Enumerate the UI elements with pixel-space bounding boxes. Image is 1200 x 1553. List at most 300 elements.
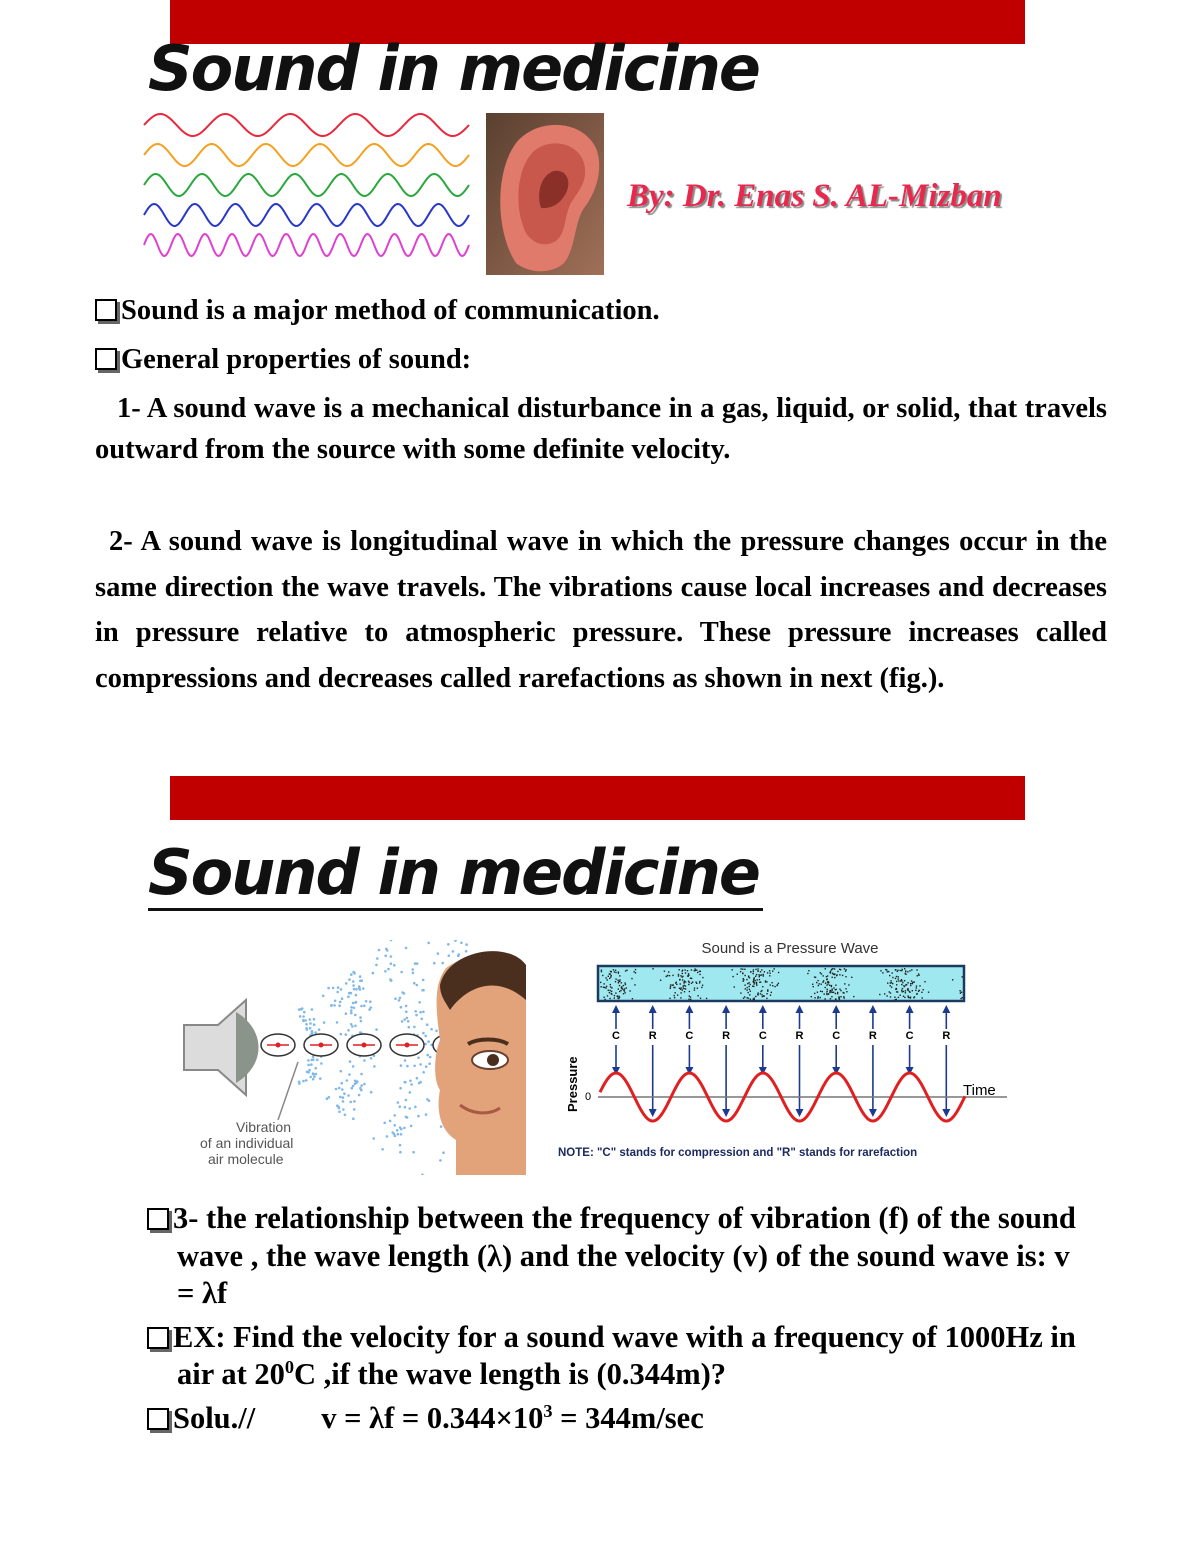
tube-particle [898, 997, 899, 998]
air-dot [355, 988, 358, 991]
tube-particle [611, 975, 612, 976]
slide1-bullets [95, 288, 1107, 382]
tube-particle [680, 992, 681, 993]
air-dot [400, 1128, 403, 1131]
sound-wave-line [144, 114, 469, 136]
down-arrow-head [869, 1109, 877, 1117]
tube-particle [755, 976, 756, 977]
tube-particle [681, 987, 682, 988]
tube-particle [688, 999, 689, 1000]
tube-particle [839, 974, 840, 975]
tube-particle [907, 971, 908, 972]
air-dot [375, 1028, 378, 1031]
tube-particle [701, 987, 702, 988]
tube-particle [750, 971, 751, 972]
tube-particle [819, 983, 820, 984]
tube-particle [761, 974, 762, 975]
tube-particle [677, 994, 678, 995]
air-dot [405, 1116, 408, 1119]
air-dot [417, 1115, 420, 1118]
tube-particle [826, 994, 827, 995]
molecule-center [276, 1043, 281, 1048]
air-dot [352, 1065, 355, 1068]
air-dot [393, 1133, 396, 1136]
tube-particle [608, 976, 609, 977]
up-arrow-head [906, 1005, 914, 1013]
tube-particle [904, 980, 905, 981]
marker-label: R [722, 1030, 731, 1042]
air-dot [358, 985, 361, 988]
air-dot [410, 1083, 413, 1086]
tube-particle [896, 981, 897, 982]
tube-particle [928, 992, 929, 993]
tube-particle [749, 994, 750, 995]
tube-particle [618, 998, 619, 999]
air-dot [330, 1004, 333, 1007]
air-dot [409, 1080, 412, 1083]
tube-particle [892, 983, 893, 984]
tube-particle [898, 980, 899, 981]
air-dot [375, 964, 378, 967]
tube-particle [624, 992, 625, 993]
tube-particle [619, 975, 620, 976]
tube-particle [699, 971, 700, 972]
tube-particle [685, 988, 686, 989]
tube-particle [753, 969, 754, 970]
air-dot [416, 984, 419, 987]
tube-particle [811, 996, 812, 997]
air-dot [465, 950, 468, 953]
tube-particle [896, 984, 897, 985]
tube-particle [844, 968, 845, 969]
air-dot [342, 1096, 345, 1099]
tube-particle [827, 975, 828, 976]
marker-label: R [648, 1030, 657, 1042]
tube-particle [618, 988, 619, 989]
air-dot [399, 1087, 402, 1090]
tube-particle [908, 997, 909, 998]
air-dot [447, 943, 450, 946]
tube-particle [767, 989, 768, 990]
tube-particle [606, 986, 607, 987]
tube-particle [634, 984, 635, 985]
air-dot [426, 1023, 429, 1026]
tube-particle [772, 971, 773, 972]
tube-particle [604, 983, 605, 984]
air-dot [428, 1062, 431, 1065]
air-dot [363, 1083, 366, 1086]
air-dot [333, 1004, 336, 1007]
tube-particle [763, 974, 764, 975]
air-dot [309, 1027, 312, 1030]
tube-particle [742, 981, 743, 982]
tube-particle [829, 992, 830, 993]
down-arrow-head [942, 1109, 950, 1117]
tube-particle [690, 999, 691, 1000]
tube-particle [848, 984, 849, 985]
air-dot [353, 988, 356, 991]
tube-particle [673, 987, 674, 988]
air-dot [359, 975, 362, 978]
tube-particle [817, 980, 818, 981]
air-dot [415, 1014, 418, 1017]
air-dot [413, 982, 416, 985]
tube-particle [766, 981, 767, 982]
air-dot [425, 1113, 428, 1116]
air-dot [335, 1088, 338, 1091]
up-arrow-head [612, 1005, 620, 1013]
tube-particle [826, 991, 827, 992]
air-dot [319, 1077, 322, 1080]
tube-particle [625, 984, 626, 985]
tube-particle [904, 997, 905, 998]
tube-particle [826, 993, 827, 994]
sound-waves-illustration [142, 110, 472, 260]
air-dot [334, 1000, 337, 1003]
air-dot [352, 1002, 355, 1005]
air-dot [362, 987, 365, 990]
tube-particle [820, 997, 821, 998]
tube-particle [914, 996, 915, 997]
tube-particle [812, 984, 813, 985]
air-dot [400, 1064, 403, 1067]
air-dot [390, 955, 393, 958]
air-dot [398, 999, 401, 1002]
tube-particle [837, 993, 838, 994]
tube-particle [839, 989, 840, 990]
tube-particle [916, 985, 917, 986]
air-dot [407, 1020, 410, 1023]
tube-particle [912, 983, 913, 984]
air-dot [411, 968, 414, 971]
molecule-center [405, 1043, 410, 1048]
air-dot [327, 987, 330, 990]
tube-particle [744, 975, 745, 976]
tube-particle [814, 997, 815, 998]
air-dot [348, 1073, 351, 1076]
tube-particle [624, 982, 625, 983]
tube-particle [823, 980, 824, 981]
tube-particle [610, 971, 611, 972]
tube-particle [740, 968, 741, 969]
air-dot [413, 1026, 416, 1029]
air-dot [352, 1117, 355, 1120]
air-dot [312, 1078, 315, 1081]
tube-particle [694, 970, 695, 971]
air-dot [311, 1032, 314, 1035]
air-dot [355, 994, 358, 997]
air-dot [413, 1065, 416, 1068]
air-dot [458, 953, 461, 956]
air-dot [340, 1070, 343, 1073]
tube-particle [807, 973, 808, 974]
tube-particle [896, 976, 897, 977]
tube-particle [743, 998, 744, 999]
tube-particle [827, 978, 828, 979]
air-dot [406, 1065, 409, 1068]
air-dot [412, 1151, 415, 1154]
air-dot [303, 1011, 306, 1014]
zero-label: 0 [585, 1091, 592, 1103]
tube-particle [774, 986, 775, 987]
time-axis-label: Time [963, 1082, 996, 1099]
down-arrow-head [722, 1109, 730, 1117]
air-dot [399, 997, 402, 1000]
air-dot [351, 1087, 354, 1090]
tube-particle [615, 970, 616, 971]
tube-particle [614, 995, 615, 996]
tube-particle [915, 990, 916, 991]
tube-particle [670, 988, 671, 989]
tube-particle [680, 975, 681, 976]
slide1-title: Sound in medicine [148, 32, 759, 105]
tube-particle [890, 985, 891, 986]
tube-particle [894, 997, 895, 998]
air-dot [342, 1108, 345, 1111]
tube-particle [902, 969, 903, 970]
tube-particle [822, 982, 823, 983]
tube-particle [615, 992, 616, 993]
tube-particle [744, 969, 745, 970]
tube-particle [840, 990, 841, 991]
tube-particle [747, 983, 748, 984]
tube-particle [619, 985, 620, 986]
tube-particle [700, 998, 701, 999]
tube-particle [618, 996, 619, 997]
sound-wave-line [144, 204, 469, 226]
air-dot [384, 970, 387, 973]
tube-particle [681, 976, 682, 977]
tube-particle [813, 986, 814, 987]
tube-particle [619, 991, 620, 992]
tube-particle [621, 988, 622, 989]
air-dot [427, 942, 430, 945]
tube-particle [827, 983, 828, 984]
air-dot [429, 1056, 432, 1059]
tube-particle [674, 995, 675, 996]
tube-particle [889, 975, 890, 976]
air-dot [365, 1000, 368, 1003]
tube-particle [907, 982, 908, 983]
air-dot [384, 954, 387, 957]
tube-particle [830, 998, 831, 999]
tube-particle [749, 986, 750, 987]
tube-particle [762, 996, 763, 997]
air-dot [342, 1100, 345, 1103]
air-dot [302, 1080, 305, 1083]
air-dot [298, 1082, 301, 1085]
tube-particle [652, 968, 653, 969]
tube-particle [921, 992, 922, 993]
tube-particle [688, 981, 689, 982]
tube-particle [770, 984, 771, 985]
tube-particle [757, 994, 758, 995]
air-dot [400, 1006, 403, 1009]
tube-particle [817, 998, 818, 999]
tube-particle [817, 992, 818, 993]
tube-particle [756, 974, 757, 975]
tube-particle [910, 985, 911, 986]
air-dot [360, 1073, 363, 1076]
tube-particle [916, 987, 917, 988]
tube-particle [611, 987, 612, 988]
tube-particle [905, 984, 906, 985]
tube-particle [755, 996, 756, 997]
tube-particle [830, 971, 831, 972]
tube-particle [752, 986, 753, 987]
air-dot [341, 1088, 344, 1091]
air-dot [301, 1007, 304, 1010]
air-dot [309, 1018, 312, 1021]
tube-particle [615, 981, 616, 982]
air-dot [399, 1105, 402, 1108]
air-dot [320, 1062, 323, 1065]
air-dot [389, 1120, 392, 1123]
air-dot [404, 1106, 407, 1109]
tube-particle [762, 986, 763, 987]
air-dot [346, 1079, 349, 1082]
tube-particle [824, 993, 825, 994]
tube-particle [844, 997, 845, 998]
tube-particle [760, 993, 761, 994]
air-dot [350, 1012, 353, 1015]
vibrating-molecules [261, 1034, 467, 1056]
tube-particle [821, 984, 822, 985]
tube-particle [890, 982, 891, 983]
tube-particle [898, 976, 899, 977]
tube-particle [692, 981, 693, 982]
tube-particle [918, 975, 919, 976]
air-dot [437, 952, 440, 955]
tube-particle [890, 980, 891, 981]
tube-particle [740, 992, 741, 993]
tube-particle [764, 995, 765, 996]
tube-particle [901, 979, 902, 980]
tube-particle [684, 969, 685, 970]
air-dot [435, 1030, 438, 1033]
air-dot [405, 947, 408, 950]
tube-particle [764, 971, 765, 972]
tube-particle [820, 972, 821, 973]
tube-particle [755, 969, 756, 970]
air-dot [314, 1067, 317, 1070]
tube-particle [909, 970, 910, 971]
air-dot [418, 1001, 421, 1004]
point-2-paragraph: 2- A sound wave is longitudinal wave in which the pressure changes occur in the same direction the wave travels. The vibrations cause local increases and decreases in pressure relative to atmospheric pressure. These pressure increases called compressions and decreases called rarefactions as shown in next (fig.). [95, 526, 1107, 694]
marker-label: C [612, 1030, 620, 1042]
tube-particle [818, 996, 819, 997]
tube-particle [846, 991, 847, 992]
tube-particle [904, 968, 905, 969]
tube-particle [750, 999, 751, 1000]
air-dot [403, 1127, 406, 1130]
tube-particle [754, 998, 755, 999]
air-dot [314, 1031, 317, 1034]
tube-particle [737, 974, 738, 975]
marker-label: C [832, 1030, 841, 1042]
air-dot [426, 1054, 429, 1057]
tube-particle [614, 997, 615, 998]
tube-particle [839, 969, 840, 970]
tube-particle [962, 997, 963, 998]
tube-particle [763, 975, 764, 976]
tube-particle [744, 996, 745, 997]
air-dot [465, 943, 468, 946]
tube-particle [761, 994, 762, 995]
tube-particle [834, 968, 835, 969]
air-dot [381, 1148, 384, 1151]
air-dot [363, 1059, 366, 1062]
tube-particle [604, 987, 605, 988]
tube-particle [922, 997, 923, 998]
tube-particle [617, 980, 618, 981]
tube-particle [961, 992, 962, 993]
air-dot [353, 1007, 356, 1010]
tube-particle [688, 973, 689, 974]
tube-particle [626, 987, 627, 988]
air-dot [421, 1174, 424, 1176]
tube-particle [903, 991, 904, 992]
tube-particle [910, 997, 911, 998]
tube-particle [825, 987, 826, 988]
tube-particle [732, 976, 733, 977]
up-arrow-head [722, 1005, 730, 1013]
air-dot [313, 1075, 316, 1078]
tube-particle [689, 995, 690, 996]
tube-particle [607, 979, 608, 980]
tube-particle [761, 990, 762, 991]
air-dot [344, 1114, 347, 1117]
air-dot [309, 1076, 312, 1079]
tube-particle [770, 995, 771, 996]
tube-particle [882, 972, 883, 973]
tube-particle [747, 997, 748, 998]
air-dot [373, 1065, 376, 1068]
air-dot [339, 1096, 342, 1099]
air-dot [350, 992, 353, 995]
tube-particle [816, 982, 817, 983]
tube-particle [887, 982, 888, 983]
tube-particle [689, 991, 690, 992]
tube-particle [831, 990, 832, 991]
air-dot [305, 1027, 308, 1030]
checkbox-bullet-icon [95, 348, 117, 370]
air-dot [386, 949, 389, 952]
air-dot [383, 1122, 386, 1125]
air-dot [454, 940, 457, 942]
air-dot [316, 1059, 319, 1062]
air-dot [412, 972, 415, 975]
tube-particle [754, 999, 755, 1000]
air-dot [399, 1144, 402, 1147]
air-dot [353, 972, 356, 975]
tube-particle [610, 984, 611, 985]
tube-particle [853, 996, 854, 997]
tube-particle [814, 976, 815, 977]
tube-particle [691, 969, 692, 970]
tube-particle [905, 971, 906, 972]
tube-particle [609, 978, 610, 979]
air-dot [405, 1099, 408, 1102]
up-arrow-head [796, 1005, 804, 1013]
air-dot [349, 1060, 352, 1063]
tube-particle [886, 995, 887, 996]
tube-particle [952, 979, 953, 980]
tube-particle [757, 970, 758, 971]
air-dot [312, 1073, 315, 1076]
tube-particle [618, 982, 619, 983]
tube-particle [766, 998, 767, 999]
